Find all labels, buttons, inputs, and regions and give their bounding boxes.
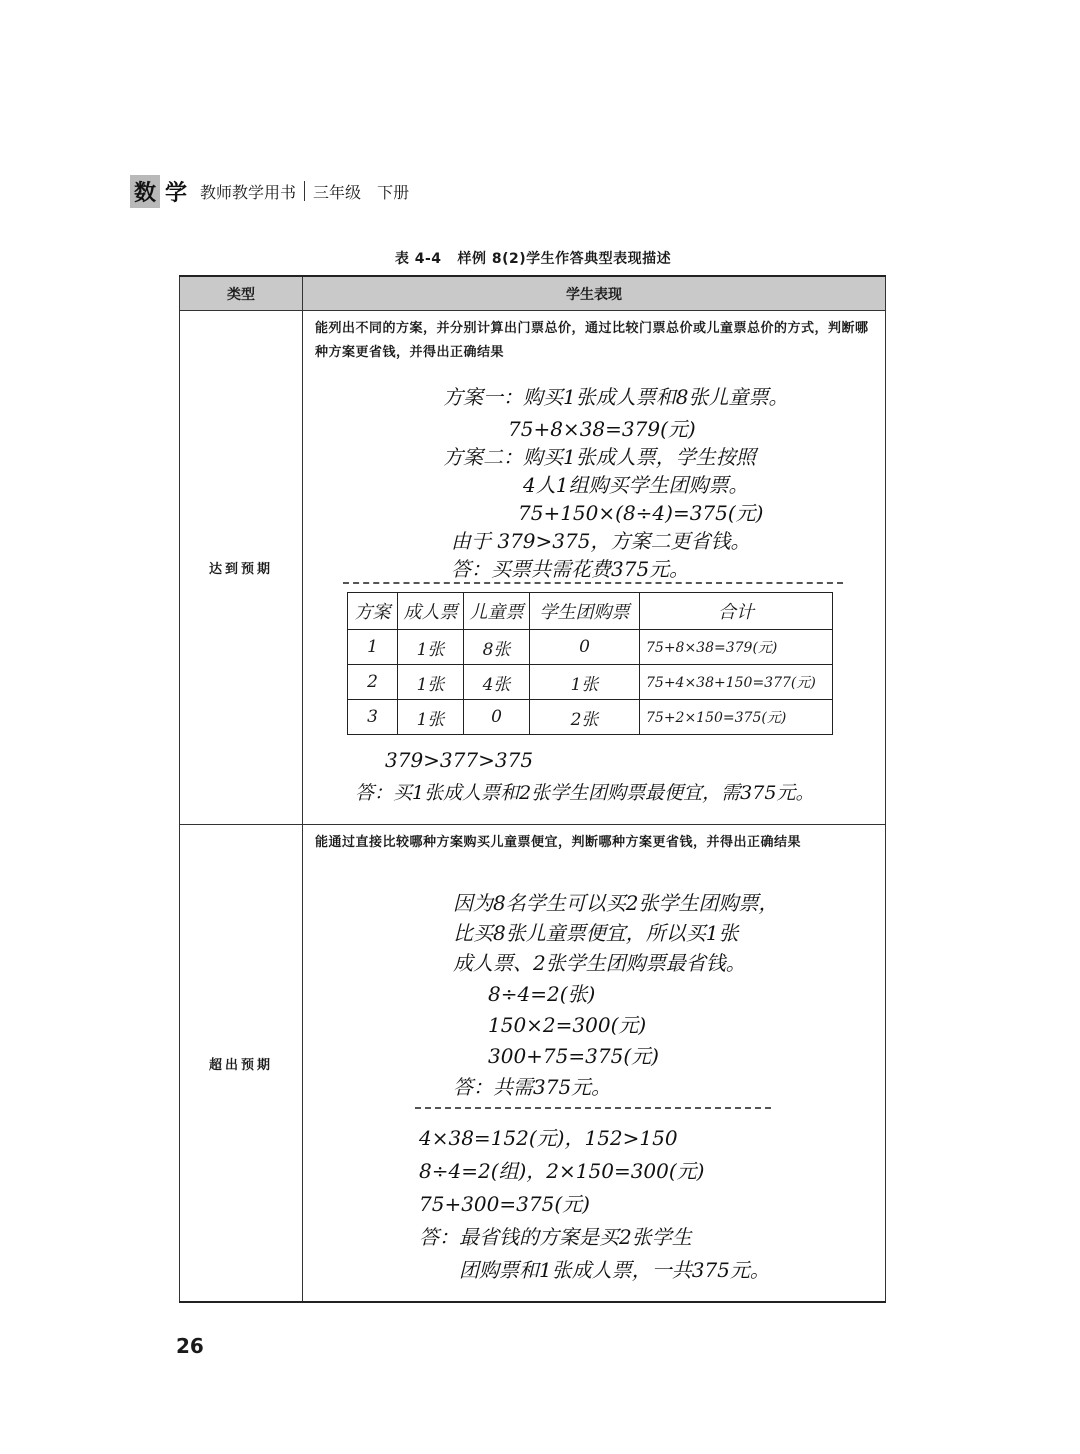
plan-header-cell: 成人票: [398, 593, 464, 630]
performance-table: [179, 275, 886, 1303]
performance-description: 能通过直接比较哪种方案购买儿童票便宜，判断哪种方案更省钱，并得出正确结果: [315, 835, 802, 850]
handwritten-line: 379>377>375: [385, 748, 534, 772]
handwritten-line: 答：最省钱的方案是买2张学生: [419, 1225, 692, 1249]
volume-label: 下册: [377, 182, 410, 202]
plan-cell: 1: [348, 630, 398, 665]
handwritten-line: 75+8×38=379(元): [508, 417, 696, 441]
handwritten-line: 方案一：购买1张成人票和8张儿童票。: [443, 385, 789, 409]
handwritten-line: 团购票和1张成人票，一共375元。: [459, 1258, 770, 1282]
plan-cell: 8张: [464, 630, 530, 665]
header-divider: [304, 181, 305, 201]
plan-cell: 2张: [530, 700, 640, 735]
plan-table-header: [348, 593, 833, 630]
plan-cell: 75+8×38=379(元): [640, 630, 833, 665]
performance-description: 能列出不同的方案，并分别计算出门票总价，通过比较门票总价或儿童票总价的方式，判断哪种方案更省钱，并得出正确结果: [315, 321, 869, 360]
logo-char: 学: [165, 179, 188, 206]
handwritten-line: 8÷4=2(组)，2×150=300(元): [419, 1159, 705, 1183]
plan-cell: 4张: [464, 665, 530, 700]
handwritten-line: 比买8张儿童票便宜，所以买1张: [453, 921, 739, 945]
page-number: 26: [176, 1334, 204, 1358]
plan-header-cell: 方案: [348, 593, 398, 630]
subject-logo: [130, 175, 192, 208]
handwritten-line: 因为8名学生可以买2张学生团购票，: [453, 891, 779, 915]
handwritten-line: 75+300=375(元): [419, 1192, 590, 1216]
grade-label: 三年级: [313, 182, 362, 202]
plan-header-cell: 合计: [640, 593, 833, 630]
plan-cell: 0: [464, 700, 530, 735]
handwritten-line: 75+150×(8÷4)=375(元): [518, 501, 764, 525]
table-caption: [180, 248, 886, 268]
plan-cell: 1张: [530, 665, 640, 700]
plan-row: [348, 665, 833, 700]
plan-header-cell: 儿童票: [464, 593, 530, 630]
table-row: [180, 825, 886, 1303]
running-header: [130, 176, 409, 206]
handwritten-line: 8÷4=2(张): [488, 982, 596, 1006]
handwritten-line: 150×2=300(元): [488, 1013, 647, 1037]
plan-cell: 1张: [398, 630, 464, 665]
student-plan-table: [347, 592, 833, 735]
row-type-label: 达到预期: [180, 311, 303, 825]
handwritten-line: 答：共需375元。: [453, 1075, 612, 1099]
handwritten-line: 300+75=375(元): [488, 1044, 659, 1068]
handwritten-line: 答：买票共需花费375元。: [451, 557, 690, 581]
plan-cell: 75+2×150=375(元): [640, 700, 833, 735]
handwritten-line: 成人票、2张学生团购票最省钱。: [453, 951, 746, 975]
plan-cell: 3: [348, 700, 398, 735]
plan-cell: 1张: [398, 700, 464, 735]
performance-cell: [303, 825, 886, 1303]
plan-row: [348, 700, 833, 735]
plan-row: [348, 630, 833, 665]
column-header-performance: 学生表现: [303, 276, 886, 311]
plan-cell: 1张: [398, 665, 464, 700]
column-header-type: 类型: [180, 276, 303, 311]
table-number: 表 4-4: [394, 251, 442, 267]
book-title: 教师教学用书: [200, 182, 297, 202]
handwritten-line: 由于 379>375，方案二更省钱。: [451, 529, 751, 553]
plan-cell: 2: [348, 665, 398, 700]
logo-char: 数: [130, 175, 160, 208]
plan-cell: 0: [530, 630, 640, 665]
handwritten-line: 4人1组购买学生团购票。: [523, 473, 749, 497]
dashed-divider: [343, 582, 843, 584]
table-row: [180, 311, 886, 825]
row-type-label: 超出预期: [180, 825, 303, 1303]
dashed-divider: [415, 1107, 771, 1109]
plan-header-cell: 学生团购票: [530, 593, 640, 630]
plan-cell: 75+4×38+150=377(元): [640, 665, 833, 700]
handwritten-line: 4×38=152(元)，152>150: [419, 1126, 678, 1150]
performance-cell: [303, 311, 886, 825]
table-title: 样例 8(2)学生作答典型表现描述: [457, 251, 672, 267]
handwritten-line: 方案二：购买1张成人票，学生按照: [443, 445, 756, 469]
handwritten-line: 答：买1张成人票和2张学生团购票最便宜，需375元。: [355, 782, 815, 804]
